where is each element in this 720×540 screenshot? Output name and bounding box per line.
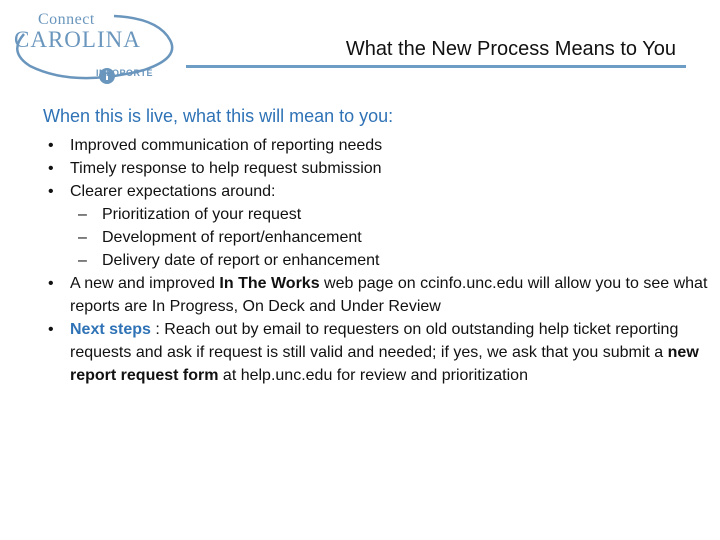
in-the-works-emphasis: In The Works [219, 275, 320, 292]
section-heading: When this is live, what this will mean to you: [43, 106, 394, 126]
sub-list-item-text: Development of report/enhancement [102, 229, 362, 246]
next-steps-text-end: at help.unc.edu for review and prioritization [218, 367, 528, 384]
next-steps-label: Next steps [70, 321, 151, 338]
sub-list-item [70, 249, 708, 272]
logo-text-connect: Connect [38, 11, 95, 28]
bullet-icon: • [48, 321, 54, 338]
list-item-text: Clearer expectations around: [70, 183, 276, 200]
list-item [48, 272, 708, 318]
dash-icon: – [78, 252, 87, 269]
list-item-text: Timely response to help request submission [70, 160, 382, 177]
slide-title: What the New Process Means to You [345, 38, 676, 60]
dash-icon: – [78, 229, 87, 246]
sub-list-item [70, 203, 708, 226]
in-works-text-post: web page on ccinfo.unc.edu will allow you to see what reports are In Progress, On Deck and Under Review [70, 275, 708, 315]
logo-text-infoporte: INFOPORTE [96, 68, 154, 78]
list-item-text [70, 321, 699, 384]
logo-text-carolina: CAROLINA [14, 27, 141, 52]
connectcarolina-logo [4, 6, 186, 90]
in-works-text-pre: A new and improved [70, 275, 220, 292]
dash-icon: – [78, 206, 87, 223]
sub-bullet-list [48, 203, 708, 272]
bullet-icon: • [48, 183, 54, 200]
title-underline-rule [186, 65, 686, 68]
sub-list-item-text: Prioritization of your request [102, 206, 302, 223]
bullet-icon: • [48, 160, 54, 177]
list-item [48, 157, 708, 180]
bullet-list [48, 134, 708, 387]
new-report-request-form-emphasis: new report request form [70, 344, 699, 384]
list-item [48, 318, 708, 387]
next-steps-text: : Reach out by email to requesters on old outstanding help ticket reporting requests and ask if request is still valid and needed; if yes, we ask that you submit a [70, 321, 679, 361]
bullet-icon: • [48, 275, 54, 292]
list-item-text: Improved communication of reporting needs [70, 137, 383, 154]
list-item [48, 134, 708, 157]
sub-list-item-text: Delivery date of report or enhancement [102, 252, 380, 269]
sub-list-item [70, 226, 708, 249]
list-item-text [70, 275, 707, 315]
bullet-icon: • [48, 137, 54, 154]
list-item [48, 180, 708, 203]
